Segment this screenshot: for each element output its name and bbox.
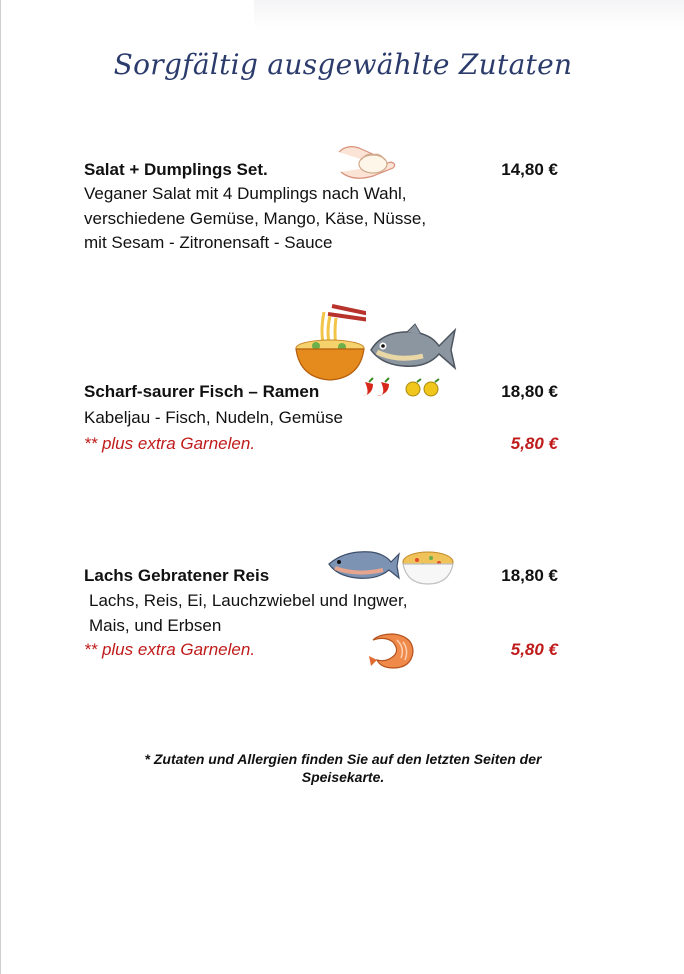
extra-garnelen-ramen: ** plus extra Garnelen. xyxy=(84,434,256,453)
top-shadow xyxy=(254,0,684,30)
item-price-salat: 14,80 € xyxy=(501,160,558,179)
chili-lemon-icons xyxy=(361,376,445,398)
item-price-ramen: 18,80 € xyxy=(501,382,558,401)
ramen-bowl-icon xyxy=(294,302,366,382)
description-line: Kabeljau - Fisch, Nudeln, Gemüse xyxy=(84,408,343,427)
extra-price-lachs: 5,80 € xyxy=(510,640,558,659)
item-name-salat: Salat + Dumplings Set. xyxy=(84,160,268,179)
description-line: mit Sesam - Zitronensaft - Sauce xyxy=(84,233,333,252)
chili-icon xyxy=(363,378,389,396)
item-description-ramen xyxy=(84,406,343,431)
extra-garnelen-lachs: ** plus extra Garnelen. xyxy=(84,640,256,659)
item-description-salat xyxy=(84,182,426,256)
description-line: verschiedene Gemüse, Mango, Käse, Nüsse, xyxy=(84,208,427,228)
item-price-lachs: 18,80 € xyxy=(501,566,558,585)
extra-price-ramen: 5,80 € xyxy=(510,434,558,453)
description-line: Mais, und Erbsen xyxy=(89,615,222,635)
item-description-lachs xyxy=(89,589,407,638)
page-title: Sorgfältig ausgewählte Zutaten xyxy=(113,48,573,81)
fish-icon xyxy=(367,322,457,374)
dumpling-hands-icon xyxy=(337,138,399,184)
shrimp-icon xyxy=(367,630,419,672)
item-name-lachs: Lachs Gebratener Reis xyxy=(84,566,270,585)
description-line: Veganer Salat mit 4 Dumplings nach Wahl, xyxy=(84,184,407,203)
fried-rice-icon xyxy=(401,548,455,586)
item-name-ramen: Scharf-saurer Fisch – Ramen xyxy=(84,382,320,401)
lemon-icon xyxy=(406,379,439,396)
allergen-footnote xyxy=(1,750,684,786)
footnote-line: * Zutaten und Allergien finden Sie auf den letzten Seiten der xyxy=(144,751,542,767)
salmon-icon xyxy=(327,548,401,582)
footnote-line: Speisekarte. xyxy=(301,769,385,785)
description-line: Lachs, Reis, Ei, Lauchzwiebel und Ingwer, xyxy=(89,591,408,610)
